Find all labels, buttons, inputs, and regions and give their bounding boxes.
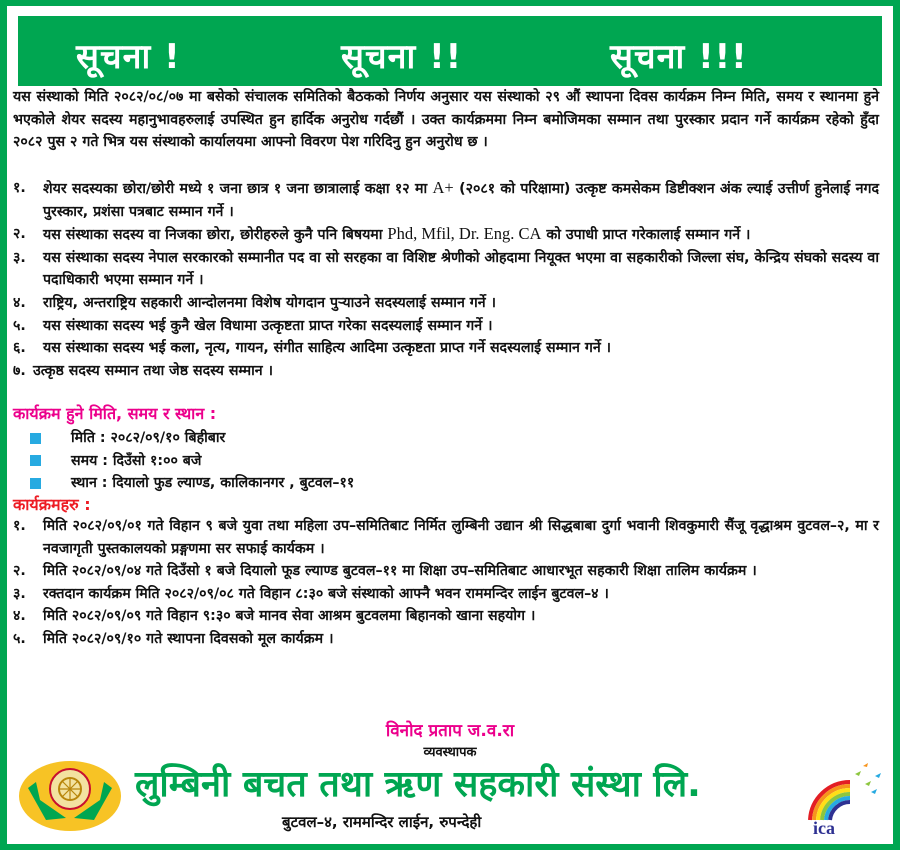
- event-heading: कार्यक्रम हुने मिति, समय र स्थान :: [13, 404, 217, 423]
- signatory-name: विनोद प्रताप ज.व.रा: [385, 721, 515, 741]
- honor-item: १. शेयर सदस्यका छोरा/छोरी मध्ये १ जना छात्र १ जना छात्रालाई कक्षा १२ मा A+ (२०८१ को परिक्षामा) उत्कृष्ट कमसेकम डिष्टीक्शन अंक ल्याई उत्तीर्ण हुनेलाई नगद पुरस्कार, प्रशंसा पत्रबाट सम्मान गर्ने ।: [13, 178, 879, 220]
- honor-item: ५. यस संस्थाका सदस्य भई कुनै खेल विधामा उत्कृष्टता प्राप्त गरेका सदस्यलाई सम्मान गर्ने ।: [13, 317, 493, 334]
- ica-rainbow-logo-icon: [805, 762, 890, 837]
- honors-list: [13, 177, 879, 382]
- signatory: [0, 718, 900, 741]
- program-item: ४. मिति २०८२/०९/०९ गते विहान ९:३० बजे मानव सेवा आश्रम बुटवलमा बिहानको खाना सहयोग ।: [13, 608, 536, 625]
- intro-paragraph: यस संस्थाको मिति २०८२/०८/०७ मा बसेको संचालक समितिको बैठकको निर्णय अनुसार यस संस्थाको २९ औं स्थापना दिवस कार्यक्रम निम्न मिति, समय र स्थानमा हुने भएकोले शेयर सदस्य महानुभावहरुलाई उपस्थित हुन हार्दिक अनुरोध गर्दछौं । उक्त कार्यक्रममा निम्न बमोजिमका सम्मान तथा पुरस्कार प्रदान गर्ने कार्यक्रम रहेको हुँदा २०८२ पुस २ गते भित्र यस संस्थाको कार्यालयमा आफ्नो विवरण पेश गरिदिनु हुन अनुरोध छ ।: [13, 89, 879, 151]
- honor-item: ७. उत्कृष्ठ सदस्य सम्मान तथा जेष्ठ सदस्य सम्मान ।: [13, 362, 273, 379]
- event-date: मिति : २०८२/०९/१० बिहीबार: [30, 427, 354, 450]
- signatory-role: व्यवस्थापक: [423, 745, 477, 760]
- programs-list: [13, 515, 879, 651]
- organization-name: लुम्बिनी बचत तथा ऋण सहकारी संस्था लि.: [135, 764, 701, 805]
- organization-address: बुटवल–४, राममन्दिर लाईन, रुपन्देही: [282, 813, 482, 831]
- program-item: ५. मिति २०८२/०९/१० गते स्थापना दिवसको मूल कार्यक्रम ।: [13, 630, 334, 647]
- program-item: १. मिति २०८२/०९/०१ गते विहान ९ बजे युवा तथा महिला उप–समितिबाट निर्मित लुम्बिनी उद्यान श्री सिद्धबाबा दुर्गा भवानी शिवकुमारी सैंजू वृद्धाश्रम वुटवल–२, मा र नवजागृती पुस्तकालयको प्रङ्गणमा सर सफाई कार्यकम ।: [13, 518, 879, 557]
- honor-item: ४. राष्ट्रिय, अन्तराष्ट्रिय सहकारी आन्दोलनमा विशेष योगदान पुऱ्याउने सदस्यलाई सम्मान गर्ने ।: [13, 294, 496, 311]
- banner-word-2: सूचना !!: [341, 37, 463, 77]
- program-item: ३. रक्तदान कार्यक्रम मिति २०८२/०९/०८ गते विहान ८:३० बजे संस्थाको आफ्नै भवन राममन्दिर लाईन बुटवल–४ ।: [13, 585, 609, 602]
- banner-word-3: सूचना !!!: [610, 37, 748, 77]
- honor-item: २. यस संस्थाका सदस्य वा निजका छोरा, छोरीहरुले कुनै पनि बिषयमा Phd, Mfil, Dr. Eng. CA को उपाधी प्राप्त गरेकालाई सम्मान गर्ने ।: [13, 224, 751, 244]
- square-bullet-icon: [30, 433, 41, 444]
- event-details: [30, 427, 354, 495]
- svg-text:ica: ica: [813, 818, 835, 837]
- honor-item: ६. यस संस्थाका सदस्य भई कला, नृत्य, गायन, संगीत साहित्य आदिमा उत्कृष्टता प्राप्त गर्ने सदस्यलाई सम्मान गर्ने ।: [13, 340, 612, 357]
- programs-heading: कार्यक्रमहरु :: [13, 495, 91, 514]
- event-time: समय : दिउँसो १:०० बजे: [30, 450, 354, 473]
- program-item: २. मिति २०८२/०९/०४ गते दिउँसो १ बजे दियालो फूड ल्याण्ड बुटवल–११ मा शिक्षा उप–समितिबाट आधारभूत सहकारी शिक्षा तालिम कार्यक्रम ।: [13, 563, 757, 580]
- honor-item: ३. यस संस्थाका सदस्य नेपाल सरकारको सम्मानीत पद वा सो सरहका वा विशिष्ट श्रेणीको ओहदामा नियूक्त भएमा वा सहकारीको जिल्ला संघ, केन्द्रिय संघको सदस्य वा पदाधिकारी भएमा सम्मान गर्ने ।: [13, 249, 879, 289]
- square-bullet-icon: [30, 478, 41, 489]
- event-place: स्थान : दियालो फुड ल्याण्ड, कालिकानगर , बुटवल–११: [30, 472, 354, 495]
- notice-banner: [18, 16, 882, 86]
- cooperative-logo-icon: [18, 760, 122, 832]
- banner-word-1: सूचना !: [76, 37, 181, 77]
- square-bullet-icon: [30, 455, 41, 466]
